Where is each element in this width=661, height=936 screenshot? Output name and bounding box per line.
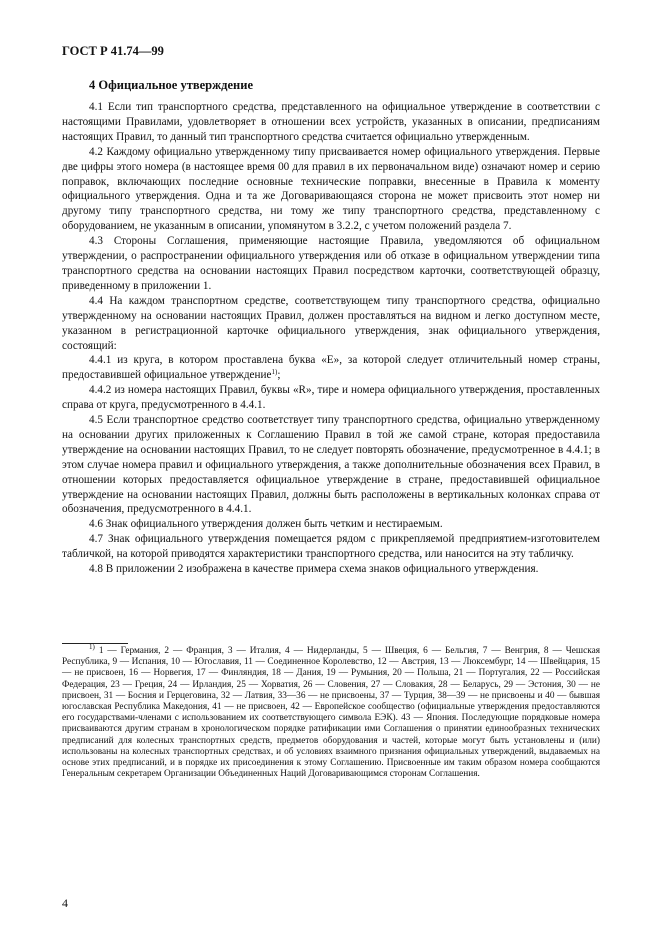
paragraph-4-6: 4.6 Знак официального утверждения должен быть четким и нестираемым. [89,518,443,531]
footnote [62,643,600,780]
document-header: ГОСТ Р 41.74—99 [62,44,164,58]
footnote-ref: 1) [271,368,278,377]
footnote-text [62,643,600,780]
paragraph-4-4: 4.4 На каждом транспортном средстве, соответствующем типу транспортного средства, официально утвержденному на основании настоящих Правил, должен проставляться на видном и легко доступном месте, указанном в регистрационной карточке официального утверждения, знак официального утверждения, состоящий: [62,294,600,352]
footnote-divider [62,643,128,644]
section-title: 4 Официальное утверждение [89,78,253,92]
paragraph-4-5: 4.5 Если транспортное средство соответствует типу транспортного средства, официально утвержденному на основании других приложенных к Соглашению Правил в той же самой стране, которая предоставила утверждение на основании настоящих Правил, то не следует повторять обозначение, предусмотренное в 4.4.1; в этом случае номера правил и официального утверждения, а также дополнительные обозначения всех Правил, в отношении которых предоставляется официальное утверждение в стране, предоставившей официальное утверждение на основании настоящих Правил, должны быть расположены в вертикальных колонках справа от обозначения, предусмотренного в 4.4.1. [62,414,600,516]
paragraph-4-2: 4.2 Каждому официально утвержденному типу присваивается номер официального утверждения. Первые две цифры этого номера (в настоящее время 00 для правил в их первоначальном виде) означают номер и серию поправок, включающих последние основные технические поправки, внесенные в Правила к моменту официального утверждения. Одна и та же Договаривающаяся сторона не может присвоить этот номер ни другому типу транспортного средства, ни тому же типу транспортного средства, представленному с оборудованием, не указанным в описании, упомянутом в 3.2.2, с учетом положений раздела 7. [62,145,600,233]
paragraph-4-8: 4.8 В приложении 2 изображена в качестве примера схема знаков официального утверждения. [89,563,539,576]
section-body [62,100,600,577]
paragraph-4-3: 4.3 Стороны Соглашения, применяющие настоящие Правила, уведомляются об официальном утверждении, о распространении официального утверждения или об отказе в официальном утверждении типа транспортного средства на основании настоящих Правил посредством карточки, соответствующей образцу, приведенному в приложении 1. [62,235,600,292]
paragraph-4-4-2: 4.4.2 из номера настоящих Правил, буквы «R», тире и номера официального утверждения, проставленных справа от круга, предусмотренного в 4.4.1. [62,384,600,412]
footnote-marker: 1) [89,643,95,651]
footnote-body: 1 — Германия, 2 — Франция, 3 — Италия, 4 — Нидерланды, 5 — Швеция, 6 — Бельгия, 7 — Венгрия, 8 — Чешская Республика, 9 — Испания, 10 — Югославия, 11 — Соединенное Королевство, 12 — Австрия, 13 — Люксембург, 14 — Швейцария, 15 — не присвоен, 16 — Норвегия, 17 — Финляндия, 18 — Дания, 19 — Румыния, 20 — Польша, 21 — Португалия, 22 — Российская Федерация, 23 — Греция, 24 — Ирландия, 25 — Хорватия, 26 — Словения, 27 — Словакия, 28 — Беларусь, 29 — Эстония, 30 — не присвоен, 31 — Босния и Герцеговина, 32 — Латвия, 33—36 — не присвоены, 37 — Турция, 38—39 — не присвоены и 40 — бывшая югославская Республика Македония, 41 — не присвоен, 42 — Европейское сообщество (официальные утверждения предоставляются его государствами-членами с использованием их соответствующего символа ЕЭК). 43 — Япония. Последующие порядковые номера присваиваются другим странам в хронологическом порядке ратификации ими Соглашения о принятии единообразных технических предписаний для колесных транспортных средств, предметов оборудования и частей, которые могут быть установлены и (или) использованы на колесных транспортных средствах, и об условиях взаимного признания официальных утверждений, выдаваемых на основе этих предписаний, и в порядке их присоединения к этому Соглашению. Присвоенные им таким образом номера сообщаются Генеральным секретарем Организации Объединенных Наций Договаривающимся сторонам Соглашения. [62,646,600,780]
paragraph-4-4-1 [62,353,600,383]
paragraph-4-4-1-text: 4.4.1 из круга, в котором проставлена буква «Е», за которой следует отличительный номер страны, предоставившей официальное утверждение [62,354,600,382]
paragraph-4-7: 4.7 Знак официального утверждения помещается рядом с прикрепляемой предприятием-изготовителем табличкой, на которой приводятся характеристики транспортного средства, или наносится на эту табличку. [62,533,600,561]
paragraph-4-1: 4.1 Если тип транспортного средства, представленного на официальное утверждение в соответствии с настоящими Правилами, удовлетворяет в отношении всех устройств, указанных в описании, предписаниям настоящих Правил, то данный тип транспортного средства считается официально утвержденным. [62,101,600,143]
paragraph-4-4-1-end: ; [277,369,281,382]
page-number: 4 [62,896,68,910]
